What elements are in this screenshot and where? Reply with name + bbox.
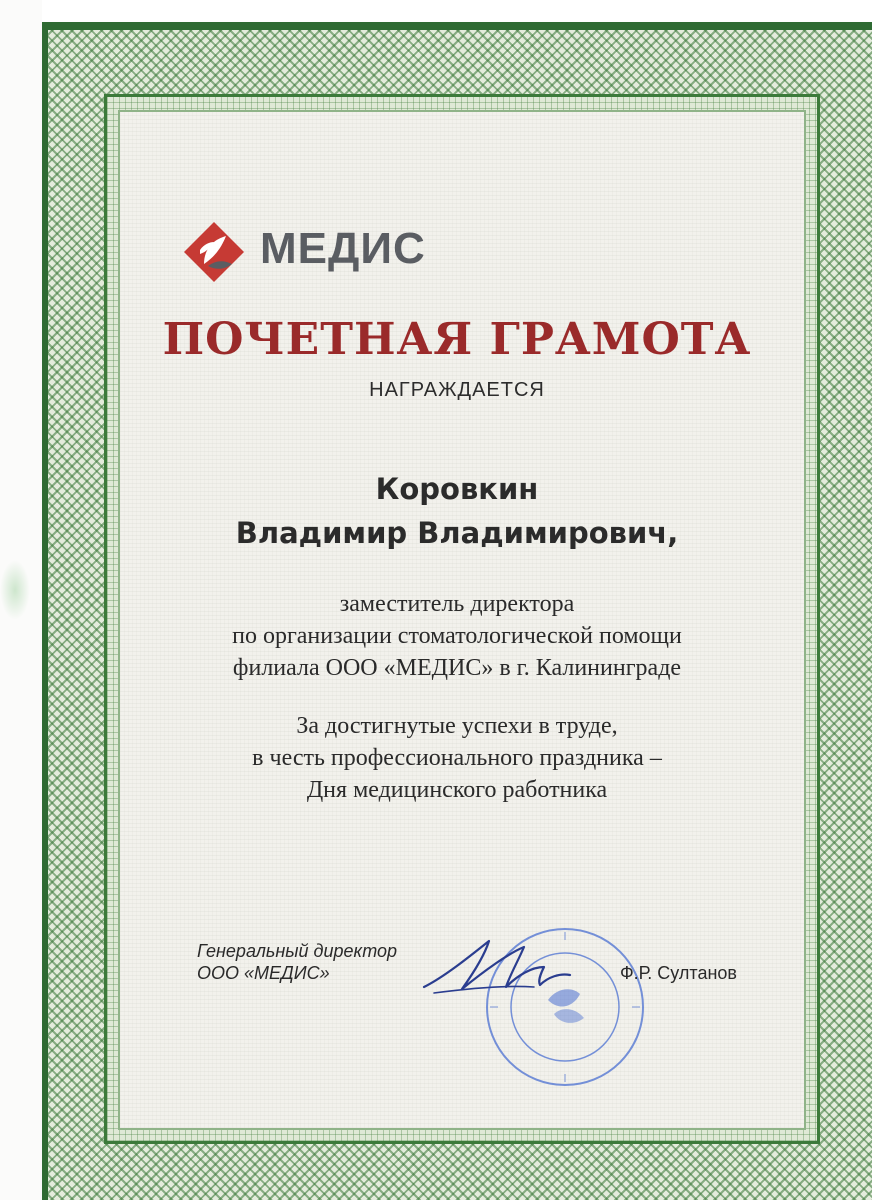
signatory-company-line: ООО «МЕДИС» [197, 963, 330, 983]
medis-logo-icon [182, 220, 246, 284]
certificate-title: ПОЧЕТНАЯ ГРАМОТА [162, 314, 752, 365]
award-reason [42, 710, 872, 806]
position-line: по организации стоматологической помощи [232, 623, 682, 649]
reason-line: За достигнутые успехи в труде, [296, 713, 618, 739]
position-line: заместитель директора [339, 591, 575, 617]
reason-line: Дня медицинского работника [306, 777, 608, 803]
recipient-given-names: Владимир Владимирович, [235, 516, 679, 550]
certificate-subtitle: НАГРАЖДАЕТСЯ [369, 379, 545, 401]
signatory-name: Ф.Р. Султанов [620, 963, 737, 983]
recipient-surname: Коровкин [375, 472, 539, 506]
logo-text: МЕДИС [260, 224, 426, 273]
signatory-title-line: Генеральный директор [197, 941, 398, 961]
position-line: филиала ООО «МЕДИС» в г. Калининграде [232, 655, 682, 681]
reason-line: в честь профессионального праздника – [252, 745, 662, 771]
scan-smudge [0, 560, 30, 620]
certificate [42, 22, 872, 1200]
recipient-position [42, 588, 872, 684]
company-logo [182, 220, 442, 284]
handwritten-signature [414, 927, 614, 1007]
signatory-title [197, 940, 397, 984]
